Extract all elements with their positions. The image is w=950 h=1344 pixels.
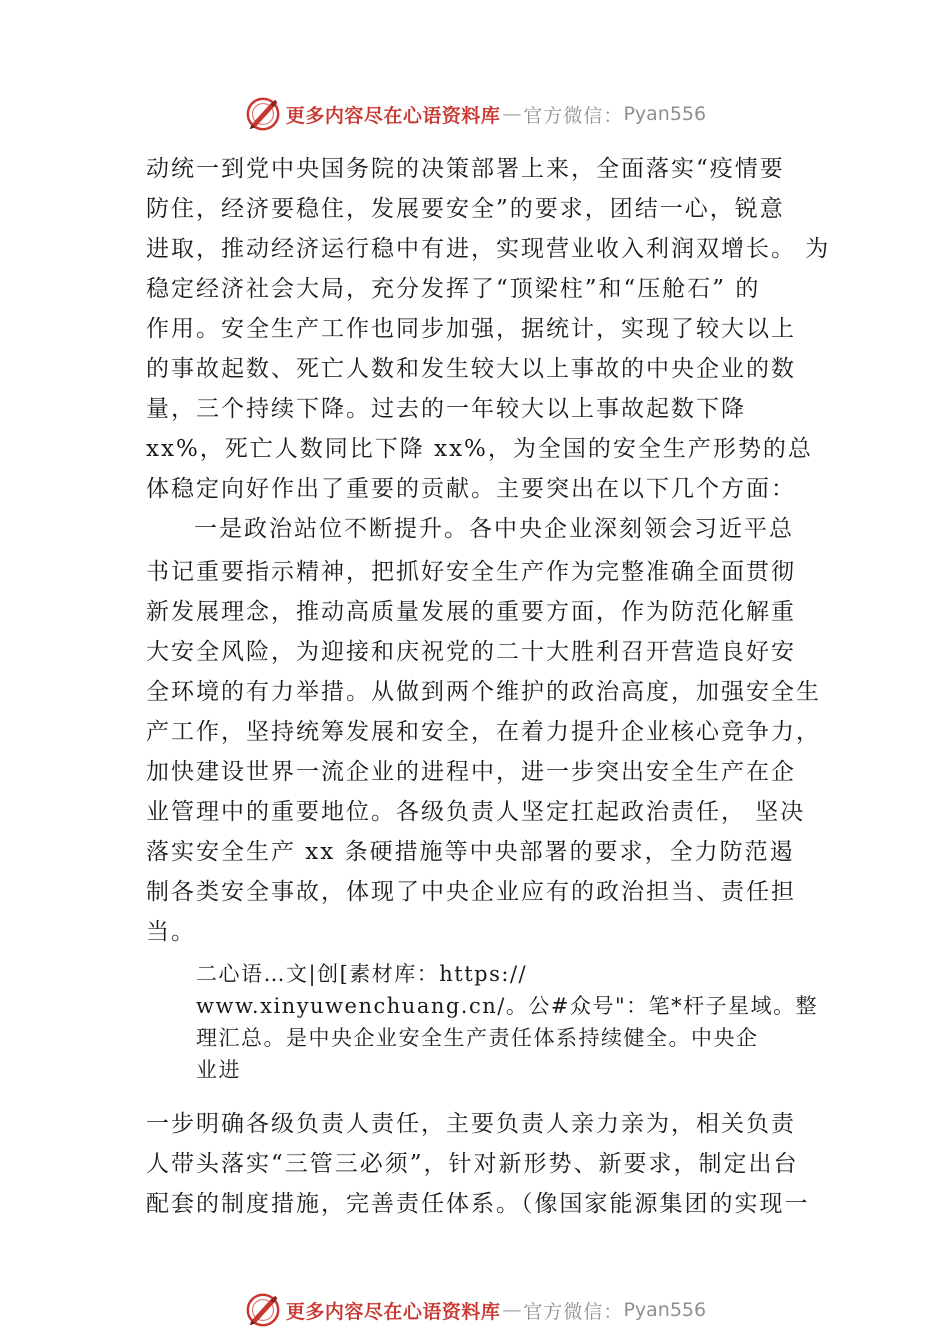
text-line: 进取，推动经济运行稳中有进，实现营业收入利润双增长。 为 (146, 236, 831, 262)
text-line: 配套的制度措施，完善责任体系。（像国家能源集团的实现一 (146, 1191, 810, 1217)
text-line: 制各类安全事故，体现了中央企业应有的政治担当、责任担 (146, 879, 796, 905)
source-note-line: 理汇总。是中央企业安全生产责任体系持续健全。中央企 (196, 1026, 759, 1050)
text-line: 人带头落实“三管三必须”，针对新形势、新要求，制定出台 (146, 1151, 799, 1177)
text-line-indented: 一是政治站位不断提升。各中央企业深刻领会习近平总 (194, 516, 794, 542)
footer-dash: — (502, 1299, 522, 1321)
paragraph-1 (146, 149, 836, 509)
source-note-line: 二心语…文|创[素材库：https:// (196, 962, 528, 986)
document-body (146, 149, 836, 1224)
footer-brand-text: 更多内容尽在心语资料库 (285, 1300, 501, 1323)
text-line: 一步明确各级负责人责任，主要负责人亲力亲为，相关负责 (146, 1111, 796, 1137)
text-line: 书记重要指示精神，把抓好安全生产作为完整准确全面贯彻 (146, 559, 796, 585)
text-line: 动统一到党中央国务院的决策部署上来，全面落实“疫情要 (146, 156, 785, 182)
text-line: 落实安全生产 xx 条硬措施等中央部署的要求，全力防范遏 (146, 839, 795, 865)
brand-logo-icon (244, 95, 282, 133)
text-line: 全环境的有力举措。从做到两个维护的政治高度，加强安全生 (146, 679, 821, 705)
text-line: 体稳定向好作出了重要的贡献。主要突出在以下几个方面： (146, 476, 796, 502)
brand-logo-icon (244, 1291, 282, 1329)
header-banner (0, 92, 950, 136)
text-line: 大安全风险，为迎接和庆祝党的二十大胜利召开营造良好安 (146, 639, 796, 665)
footer-official-label: 官方微信： (523, 1300, 624, 1323)
header-brand-text: 更多内容尽在心语资料库 (285, 104, 501, 127)
text-line: 稳定经济社会大局，充分发挥了“顶梁柱”和“压舱石” 的 (146, 276, 761, 302)
paragraph-3 (146, 1104, 836, 1224)
text-line: 新发展理念，推动高质量发展的重要方面，作为防范化解重 (146, 599, 796, 625)
text-line: xx%，死亡人数同比下降 xx%，为全国的安全生产形势的总 (146, 436, 813, 462)
text-line: 当。 (146, 919, 196, 945)
footer-wechat-id: Pyan556 (623, 1299, 707, 1321)
text-line: 的事故起数、死亡人数和发生较大以上事故的中央企业的数 (146, 356, 796, 382)
header-wechat-id: Pyan556 (623, 103, 707, 125)
paragraph-2 (146, 509, 836, 952)
text-line: 业管理中的重要地位。各级负责人坚定扛起政治责任， 坚决 (146, 799, 806, 825)
source-note (146, 958, 836, 1086)
footer-banner (0, 1288, 950, 1332)
text-line: 加快建设世界一流企业的进程中，进一步突出安全生产在企 (146, 759, 796, 785)
header-dash: — (502, 103, 522, 125)
text-line: 产工作，坚持统筹发展和安全，在着力提升企业核心竞争力， (146, 719, 821, 745)
source-note-line: 业进 (196, 1058, 241, 1082)
source-note-line: www.xinyuwenchuang.cn/。公#众号"：笔*杆子星域。整 (196, 994, 819, 1018)
header-official-label: 官方微信： (523, 104, 624, 127)
text-line: 防住，经济要稳住，发展要安全”的要求，团结一心，锐意 (146, 196, 785, 222)
text-line: 量，三个持续下降。过去的一年较大以上事故起数下降 (146, 396, 746, 422)
text-line: 作用。安全生产工作也同步加强，据统计，实现了较大以上 (146, 316, 796, 342)
